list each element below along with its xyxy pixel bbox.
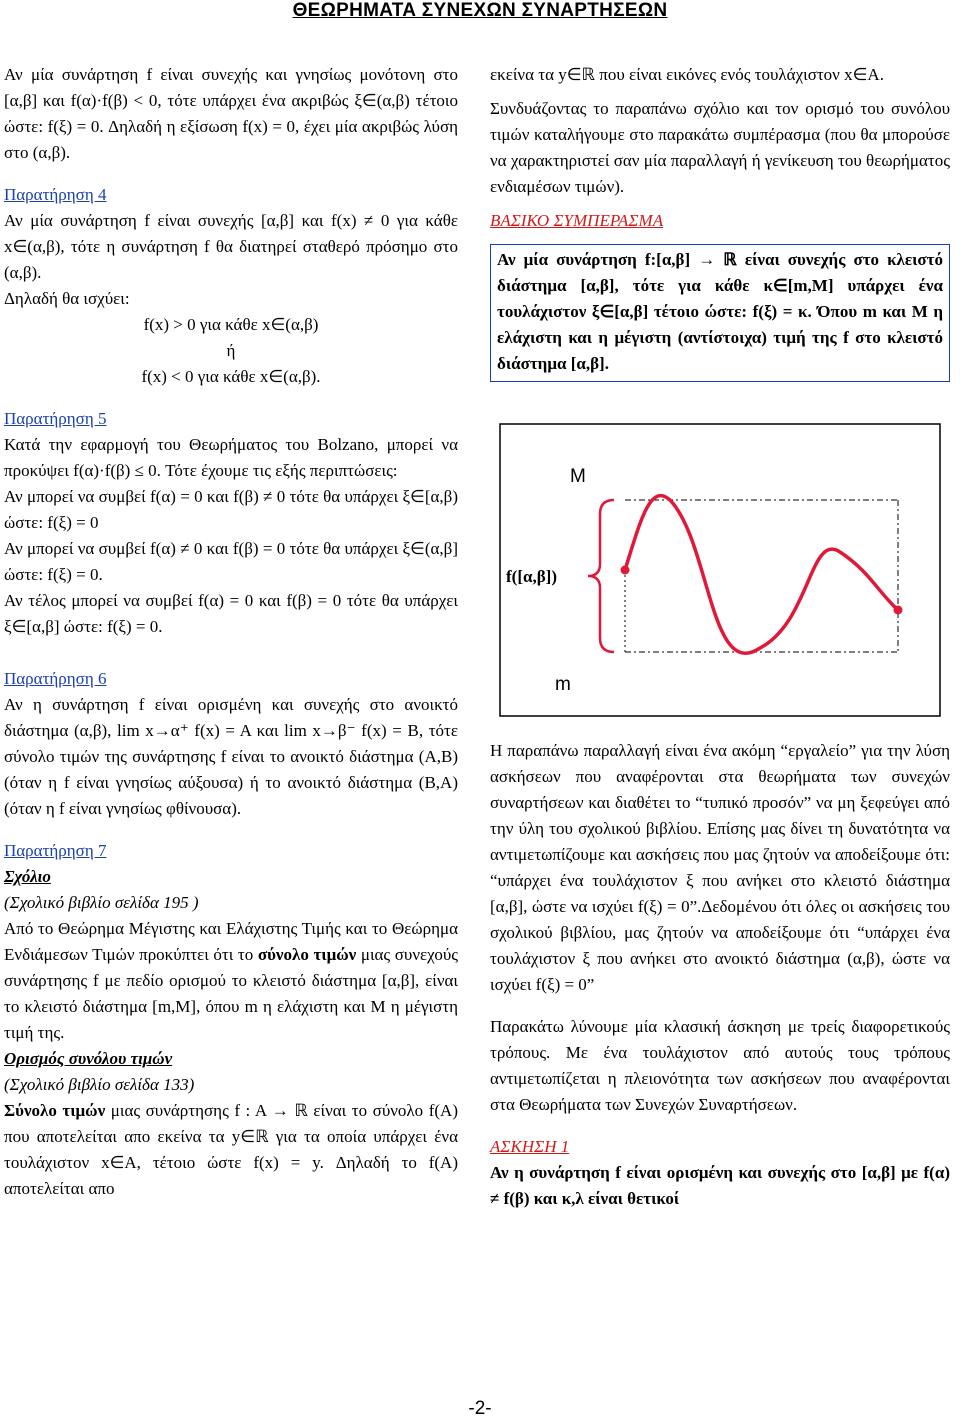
curve-end-point	[894, 606, 903, 615]
definition-continuation: εκείνα τα y∈ℝ που είναι εικόνες ενός τουλάχιστον x∈A.	[490, 65, 884, 84]
page-number: -2-	[468, 1398, 492, 1419]
figure-label-f: f([α,β])	[506, 567, 557, 586]
exercise-intro-paragraph: Παρακάτω λύνουμε μία κλασική άσκηση με τρείς διαφορετικούς τρόπους. Με ένα τουλάχιστον από αυτούς τους τρόπους αντιμετωπίζεται η πλειονότητα των ασκήσεων που αναφέρονται στα Θεωρήματα των Συνεχών Συναρτήσεων.	[490, 1017, 950, 1114]
definition-bold: Σύνολο τιμών	[4, 1101, 106, 1120]
remark-5-text: Κατά την εφαρμογή του Θεωρήματος του Bolzano, μπορεί να προκύψει f(α)·f(β) ≤ 0. Τότε έχουμε τις εξής περιπτώσεις:	[4, 435, 458, 480]
comment-bold: σύνολο τιμών	[257, 945, 357, 964]
exercise-heading: ΑΣΚΗΣΗ 1	[490, 1137, 570, 1156]
intro-paragraph: Αν μία συνάρτηση f είναι συνεχής και γνησίως μονότονη στο [α,β] και f(α)·f(β) < 0, τότε υπάρχει ένα ακριβώς ξ∈(α,β) τέτοιο ώστε: f(ξ) = 0. Δηλαδή η εξίσωση f(x) = 0, έχει μία ακριβώς λύση στο (α,β).	[4, 65, 458, 162]
basic-conclusion-box	[490, 244, 950, 382]
remark-4-case2: f(x) < 0 για κάθε x∈(α,β).	[141, 367, 321, 386]
remark-7-heading: Παρατήρηση 7	[4, 841, 107, 860]
definition-reference: (Σχολικό βιβλίο σελίδα 133)	[4, 1075, 195, 1094]
range-brace	[588, 500, 614, 652]
remark-4-heading: Παρατήρηση 4	[4, 185, 107, 204]
basic-conclusion-heading: ΒΑΣΙΚΟ ΣΥΜΠΕΡΑΣΜΑ	[490, 211, 664, 230]
definition-text	[4, 1098, 458, 1202]
remark-5-case1: Αν μπορεί να συμβεί f(α) = 0 και f(β) ≠ 0 τότε θα υπάρχει ξ∈[α,β) ώστε: f(ξ) = 0	[4, 487, 458, 532]
range-figure-svg	[490, 422, 950, 722]
exercise-text: Αν η συνάρτηση f είναι ορισμένη και συνεχής στο [α,β] με f(α) ≠ f(β) και κ,λ είναι θετικοί	[490, 1163, 950, 1208]
curve-start-point	[621, 566, 630, 575]
remark-6-heading: Παρατήρηση 6	[4, 669, 107, 688]
variation-paragraph: Η παραπάνω παραλλαγή είναι ένα ακόμη “εργαλείο” για την λύση ασκήσεων που αναφέρονται στα θεωρήματα των συνεχών συναρτήσεων και διαθέτει το “τυπικό προσόν” να μη ξεφεύγει από την ύλη του σχολικού βιβλίου. Επίσης μας δίνει τη δυνατότητα να αντιμετωπίζουμε και ασκήσεις που μας ζητούν να αποδείξουμε ότι: “υπάρχει ένα τουλάχιστον ξ που ανήκει στο κλειστό διάστημα [α,β], ώστε να ισχύει f(ξ) = 0”.Δεδομένου ότι όλες οι ασκήσεις του σχολικού βιβλίου, μας ζητούν να αποδείξουμε ότι “υπάρχει ένα τουλάχιστον ξ που ανήκει στο ανοικτό διάστημα (α,β), ώστε να ισχύει f(ξ) = 0”	[490, 741, 950, 994]
combination-paragraph: Συνδυάζοντας το παραπάνω σχόλιο και τον ορισμό του συνόλου τιμών καταλήγουμε στο παρακάτω συμπέρασμα (που θα μπορούσε να χαρακτηριστεί σαν μία παραλλαγή ή γενίκευση του θεωρήματος ενδιαμέσων τιμών).	[490, 99, 950, 196]
figure-label-M: M	[570, 466, 586, 487]
comment-heading: Σχόλιο	[4, 867, 51, 886]
figure-frame	[500, 424, 940, 716]
remark-5-heading: Παρατήρηση 5	[4, 409, 107, 428]
comment-text-a: Από το Θεώρημα Μέγιστης και Ελάχιστης Τιμής και το Θεώρημα Ενδιάμεσων Τιμών προκύπτει ότι το	[4, 919, 458, 964]
remark-4-case1: f(x) > 0 για κάθε x∈(α,β)	[143, 315, 319, 334]
page-title: ΘΕΩΡΗΜΑΤΑ ΣΥΝΕΧΩΝ ΣΥΝΑΡΤΗΣΕΩΝ	[292, 0, 668, 21]
comment-reference: (Σχολικό βιβλίο σελίδα 195 )	[4, 893, 199, 912]
remark-4-text: Αν μία συνάρτηση f είναι συνεχής [α,β] και f(x) ≠ 0 για κάθε x∈(α,β), τότε η συνάρτηση f θα διατηρεί σταθερό πρόσημο στο (α,β).	[4, 211, 458, 282]
function-curve	[625, 496, 898, 654]
remark-6-text: Αν η συνάρτηση f είναι ορισμένη και συνεχής στο ανοικτό διάστημα (α,β), lim x→α⁺ f(x) = A και lim x→β⁻ f(x) = B, τότε σύνολο τιμών της συνάρτησης f είναι το ανοικτό διάστημα (A,B) (όταν η f είναι γνησίως αύξουσα) ή το ανοικτό διάστημα (B,A) (όταν η f είναι γνησίως φθίνουσα).	[4, 695, 458, 818]
remark-5-case3: Αν τέλος μπορεί να συμβεί f(α) = 0 και f(β) = 0 τότε θα υπάρχει ξ∈[α,β] ώστε: f(ξ) = 0.	[4, 591, 458, 636]
right-column	[490, 62, 950, 1212]
definition-heading: Ορισμός συνόλου τιμών	[4, 1049, 173, 1068]
basic-conclusion-text: Αν μία συνάρτηση f:[α,β] → ℝ είναι συνεχής στο κλειστό διάστημα [α,β], τότε για κάθε κ∈[m,M] υπάρχει ένα τουλάχιστον ξ∈[α,β] τέτοιο ώστε: f(ξ) = κ. Όπου m και M η ελάχιστη και η μέγιστη (αντίστοιχα) τιμή της f στο κλειστό διάστημα [α,β].	[497, 250, 943, 373]
remark-4-text2: Δηλαδή θα ισχύει:	[4, 289, 130, 308]
left-column	[4, 62, 458, 1202]
range-figure	[490, 422, 950, 722]
comment-text	[4, 916, 458, 1046]
definition-body: μιας συνάρτησης f : A → ℝ είναι το σύνολο f(A) που αποτελείται απο εκείνα τα y∈ℝ για τα οποία υπάρχει ένα τουλάχιστον x∈A, τέτοιο ώστε f(x) = y. Δηλαδή το f(A) αποτελείται απο	[4, 1101, 458, 1198]
remark-5-case2: Αν μπορεί να συμβεί f(α) ≠ 0 και f(β) = 0 τότε θα υπάρχει ξ∈(α,β] ώστε: f(ξ) = 0.	[4, 539, 458, 584]
remark-4-or: ή	[226, 341, 236, 360]
figure-label-m: m	[555, 674, 571, 695]
comment-text-b: μιας συνεχούς συνάρτησης f με πεδίο ορισμού το κλειστό διάστημα [α,β], είναι το κλειστό διάστημα [m,M], όπου m η ελάχιστη και M η μέγιστη τιμή της.	[4, 945, 458, 1042]
